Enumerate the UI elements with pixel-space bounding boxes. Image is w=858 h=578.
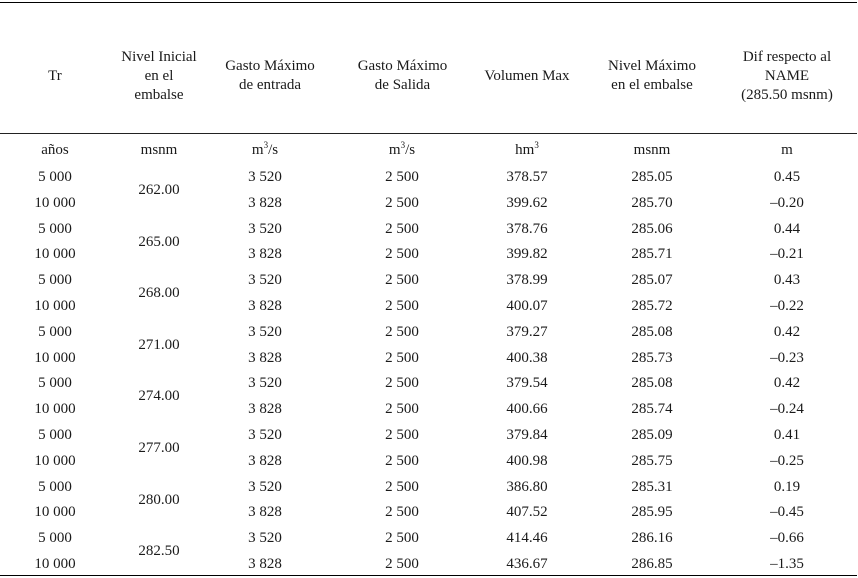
- cell-gasto-salida: 2 500: [385, 478, 419, 495]
- unit-gasto-entrada-exp: 3: [263, 140, 269, 150]
- cell-nivel-maximo: 285.07: [631, 272, 673, 289]
- cell-gasto-entrada: 3 828: [248, 504, 282, 521]
- table-row: [0, 500, 858, 526]
- unit-gasto-salida-base: m: [388, 142, 401, 158]
- unit-nivel-maximo: msnm: [633, 142, 671, 158]
- cell-gasto-salida: 2 500: [385, 246, 419, 263]
- cell-gasto-salida: 2 500: [385, 504, 419, 521]
- header-gasto-salida: Gasto Máximo de Salida: [357, 58, 448, 93]
- header-nivel-maximo: Nivel Máximo en el embalse: [608, 58, 696, 93]
- cell-nivel-maximo: 285.09: [631, 426, 673, 443]
- cell-volumen: 399.82: [506, 246, 548, 263]
- cell-dif: 0.45: [773, 169, 801, 185]
- cell-nivel-maximo: 285.75: [631, 452, 673, 469]
- table-row: [0, 165, 858, 198]
- cell-gasto-entrada: 3 520: [248, 375, 282, 392]
- cell-gasto-salida: 2 500: [385, 169, 419, 185]
- cell-tr: 10 000: [34, 452, 76, 469]
- cell-nivel-inicial: 265.00: [138, 233, 180, 250]
- table-row: [0, 371, 858, 405]
- cell-dif: 0.19: [773, 478, 801, 495]
- cell-gasto-salida: 2 500: [385, 555, 419, 572]
- cell-dif: –0.25: [770, 452, 804, 469]
- table-row: [0, 475, 858, 508]
- header-volumen: Volumen Max: [484, 67, 570, 84]
- table-row: [0, 320, 858, 353]
- cell-gasto-entrada: 3 520: [248, 272, 282, 289]
- unit-dif: m: [781, 142, 793, 158]
- cell-nivel-inicial: 282.50: [138, 543, 180, 560]
- cell-tr: 5 000: [38, 220, 72, 237]
- unit-gasto-entrada: [200, 142, 330, 159]
- unit-nivel-inicial: msnm: [140, 142, 178, 158]
- table-row: [0, 423, 858, 456]
- cell-nivel-inicial: 277.00: [138, 439, 180, 456]
- table-row: [0, 268, 858, 302]
- cell-gasto-entrada: 3 828: [248, 297, 282, 314]
- cell-dif: –0.22: [770, 297, 804, 314]
- cell-nivel-maximo: 285.95: [631, 504, 673, 521]
- cell-tr: 10 000: [34, 504, 76, 521]
- cell-tr: 10 000: [34, 194, 76, 211]
- cell-tr: 10 000: [34, 349, 76, 366]
- unit-volumen: [467, 142, 587, 159]
- cell-dif: 0.42: [773, 375, 801, 392]
- units-row: [0, 142, 858, 160]
- cell-gasto-salida: 2 500: [385, 426, 419, 443]
- unit-tr: años: [41, 142, 69, 158]
- cell-volumen: 379.84: [506, 426, 548, 443]
- table-row: [0, 242, 858, 268]
- cell-tr: 5 000: [38, 169, 72, 185]
- cell-gasto-entrada: 3 828: [248, 349, 282, 366]
- cell-volumen: 399.62: [506, 194, 548, 211]
- cell-tr: 5 000: [38, 478, 72, 495]
- table-body: [0, 165, 858, 578]
- cell-nivel-maximo: 285.08: [631, 323, 673, 340]
- cell-gasto-salida: 2 500: [385, 401, 419, 418]
- table-row: [0, 191, 858, 217]
- cell-gasto-salida: 2 500: [385, 349, 419, 366]
- cell-dif: –1.35: [770, 555, 804, 572]
- cell-nivel-maximo: 286.85: [631, 555, 673, 572]
- cell-gasto-entrada: 3 828: [248, 246, 282, 263]
- cell-nivel-maximo: 285.72: [631, 297, 673, 314]
- cell-dif: 0.43: [773, 272, 801, 289]
- cell-volumen: 400.07: [506, 297, 548, 314]
- cell-volumen: 386.80: [506, 478, 548, 495]
- cell-tr: 10 000: [34, 297, 76, 314]
- table-row: [0, 346, 858, 372]
- cell-tr: 5 000: [38, 323, 72, 340]
- table-row: [0, 449, 858, 475]
- cell-dif: 0.44: [773, 220, 801, 237]
- cell-gasto-entrada: 3 828: [248, 555, 282, 572]
- cell-nivel-maximo: 285.06: [631, 220, 673, 237]
- table-row: [0, 294, 858, 320]
- cell-nivel-maximo: 285.73: [631, 349, 673, 366]
- header-tr: Tr: [48, 67, 62, 84]
- cell-volumen: 400.98: [506, 452, 548, 469]
- cell-gasto-entrada: 3 520: [248, 426, 282, 443]
- cell-dif: –0.66: [770, 530, 804, 547]
- cell-tr: 10 000: [34, 246, 76, 263]
- unit-volumen-exp: 3: [534, 140, 539, 150]
- cell-gasto-entrada: 3 520: [248, 323, 282, 340]
- cell-tr: 10 000: [34, 401, 76, 418]
- cell-nivel-maximo: 285.08: [631, 375, 673, 392]
- cell-dif: 0.42: [773, 323, 801, 340]
- cell-gasto-entrada: 3 520: [248, 169, 282, 185]
- cell-nivel-inicial: 271.00: [138, 336, 180, 353]
- cell-dif: 0.41: [773, 426, 801, 443]
- cell-nivel-maximo: 285.71: [631, 246, 673, 263]
- cell-volumen: 378.57: [506, 169, 548, 185]
- table-row: [0, 217, 858, 250]
- table-row: [0, 526, 858, 560]
- cell-gasto-salida: 2 500: [385, 375, 419, 392]
- cell-nivel-maximo: 286.16: [631, 530, 673, 547]
- cell-volumen: 379.27: [506, 323, 548, 340]
- cell-nivel-inicial: 268.00: [138, 285, 180, 302]
- table-row: [0, 552, 858, 578]
- cell-volumen: 378.76: [506, 220, 548, 237]
- cell-nivel-inicial: 280.00: [138, 491, 180, 508]
- cell-volumen: 436.67: [506, 555, 548, 572]
- unit-gasto-salida-tail: /s: [405, 142, 416, 158]
- cell-tr: 10 000: [34, 555, 76, 572]
- header-gasto-entrada: Gasto Máximo de entrada: [225, 58, 315, 93]
- cell-nivel-inicial: 274.00: [138, 388, 180, 405]
- cell-dif: –0.45: [770, 504, 804, 521]
- cell-gasto-salida: 2 500: [385, 272, 419, 289]
- header-rule: [0, 133, 857, 134]
- cell-nivel-maximo: 285.74: [631, 401, 673, 418]
- unit-gasto-salida: [337, 142, 467, 159]
- cell-tr: 5 000: [38, 272, 72, 289]
- cell-dif: –0.20: [770, 194, 804, 211]
- cell-gasto-salida: 2 500: [385, 297, 419, 314]
- cell-gasto-entrada: 3 520: [248, 220, 282, 237]
- cell-nivel-maximo: 285.31: [631, 478, 673, 495]
- unit-gasto-entrada-tail: /s: [268, 142, 279, 158]
- cell-volumen: 378.99: [506, 272, 548, 289]
- cell-gasto-entrada: 3 828: [248, 401, 282, 418]
- cell-gasto-entrada: 3 520: [248, 530, 282, 547]
- cell-nivel-maximo: 285.70: [631, 194, 673, 211]
- cell-dif: –0.24: [770, 401, 804, 418]
- cell-gasto-entrada: 3 828: [248, 452, 282, 469]
- cell-tr: 5 000: [38, 530, 72, 547]
- cell-gasto-salida: 2 500: [385, 530, 419, 547]
- table-row: [0, 397, 858, 423]
- header-nivel-inicial: Nivel Inicial en el embalse: [121, 48, 197, 103]
- table-bottom-rule: [0, 575, 857, 576]
- cell-tr: 5 000: [38, 375, 72, 392]
- cell-nivel-inicial: 262.00: [138, 182, 180, 198]
- header-dif: Dif respecto al NAME (285.50 msnm): [741, 48, 833, 103]
- cell-volumen: 400.66: [506, 401, 548, 418]
- cell-dif: –0.21: [770, 246, 804, 263]
- cell-tr: 5 000: [38, 426, 72, 443]
- unit-volumen-base: hm: [515, 142, 535, 158]
- cell-volumen: 400.38: [506, 349, 548, 366]
- unit-gasto-salida-exp: 3: [400, 140, 406, 150]
- unit-gasto-entrada-base: m: [251, 142, 264, 158]
- cell-gasto-salida: 2 500: [385, 323, 419, 340]
- cell-gasto-entrada: 3 828: [248, 194, 282, 211]
- cell-volumen: 407.52: [506, 504, 548, 521]
- table-top-rule: [0, 2, 857, 3]
- cell-gasto-salida: 2 500: [385, 220, 419, 237]
- cell-volumen: 379.54: [506, 375, 548, 392]
- cell-gasto-entrada: 3 520: [248, 478, 282, 495]
- cell-gasto-salida: 2 500: [385, 194, 419, 211]
- cell-nivel-maximo: 285.05: [631, 169, 673, 185]
- cell-dif: –0.23: [770, 349, 804, 366]
- cell-volumen: 414.46: [506, 530, 548, 547]
- cell-gasto-salida: 2 500: [385, 452, 419, 469]
